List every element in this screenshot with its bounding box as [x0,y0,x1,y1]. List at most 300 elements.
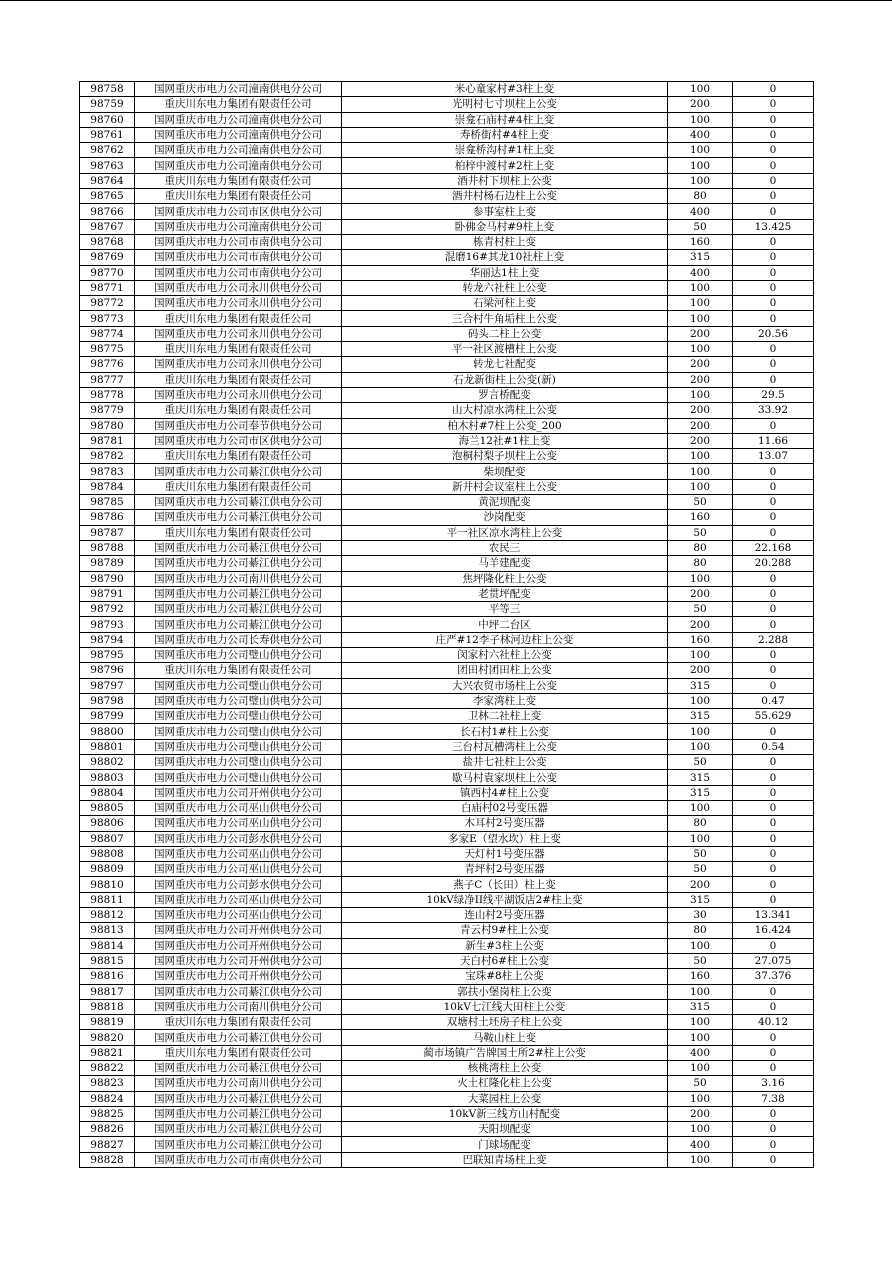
cell-transformer-name: 三合村牛角垢柱上公变 [342,311,668,326]
cell-value: 0 [733,647,814,662]
cell-value: 0 [733,342,814,357]
table-row [80,709,814,724]
cell-id: 98764 [80,173,135,188]
cell-value: 0 [733,296,814,311]
cell-id: 98804 [80,785,135,800]
data-table-body [80,82,814,1168]
cell-company: 国网重庆市电力公司綦江供电分公司 [135,1122,342,1137]
table-row [80,525,814,540]
cell-value: 3.16 [733,1076,814,1091]
cell-capacity: 100 [668,173,733,188]
cell-transformer-name: 门球场配变 [342,1137,668,1152]
cell-value: 0 [733,816,814,831]
cell-company: 国网重庆市电力公司南川供电分公司 [135,999,342,1014]
table-row [80,770,814,785]
table-row [80,632,814,647]
cell-capacity: 160 [668,632,733,647]
cell-company: 国网重庆市电力公司南川供电分公司 [135,571,342,586]
cell-company: 国网重庆市电力公司奉节供电分公司 [135,418,342,433]
cell-id: 98793 [80,617,135,632]
cell-company: 国网重庆市电力公司綦江供电分公司 [135,1106,342,1121]
cell-company: 国网重庆市电力公司市南供电分公司 [135,265,342,280]
cell-id: 98795 [80,647,135,662]
cell-value: 0 [733,1061,814,1076]
cell-company: 国网重庆市电力公司綦江供电分公司 [135,556,342,571]
cell-company: 重庆川东电力集团有限责任公司 [135,479,342,494]
cell-capacity: 100 [668,464,733,479]
table-row [80,495,814,510]
table-row [80,556,814,571]
cell-value: 29.5 [733,387,814,402]
cell-id: 98759 [80,97,135,112]
cell-id: 98811 [80,892,135,907]
table-row [80,204,814,219]
cell-transformer-name: 三台村瓦槽湾柱上公变 [342,739,668,754]
cell-value: 0 [733,800,814,815]
cell-value: 0 [733,265,814,280]
cell-id: 98821 [80,1045,135,1060]
table-row [80,1030,814,1045]
cell-value: 0 [733,479,814,494]
cell-company: 国网重庆市电力公司长寿供电分公司 [135,632,342,647]
cell-transformer-name: 平等三 [342,602,668,617]
cell-id: 98769 [80,250,135,265]
cell-transformer-name: 镇西村4#柱上公变 [342,785,668,800]
cell-value: 0 [733,234,814,249]
cell-value: 0.47 [733,693,814,708]
table-row [80,923,814,938]
table-row [80,418,814,433]
cell-value: 0 [733,127,814,142]
table-row [80,938,814,953]
cell-id: 98794 [80,632,135,647]
cell-value: 0 [733,755,814,770]
cell-value: 0 [733,892,814,907]
cell-capacity: 80 [668,540,733,555]
table-row [80,1015,814,1030]
cell-transformer-name: 新井村会议室柱上公变 [342,479,668,494]
cell-capacity: 50 [668,495,733,510]
cell-value: 0 [733,250,814,265]
cell-id: 98823 [80,1076,135,1091]
table-row [80,372,814,387]
cell-value: 0 [733,999,814,1014]
cell-transformer-name: 老贯坪配变 [342,586,668,601]
cell-value: 0 [733,831,814,846]
cell-capacity: 200 [668,617,733,632]
cell-id: 98828 [80,1152,135,1167]
cell-value: 0 [733,204,814,219]
cell-transformer-name: 平一社区凉水湾柱上公变 [342,525,668,540]
cell-id: 98786 [80,510,135,525]
cell-id: 98780 [80,418,135,433]
cell-value: 0 [733,82,814,97]
cell-transformer-name: 核桃湾柱上公变 [342,1061,668,1076]
cell-id: 98797 [80,678,135,693]
cell-value: 0 [733,173,814,188]
cell-id: 98778 [80,387,135,402]
cell-id: 98774 [80,326,135,341]
cell-company: 国网重庆市电力公司潼南供电分公司 [135,82,342,97]
cell-capacity: 100 [668,571,733,586]
cell-capacity: 80 [668,923,733,938]
cell-company: 国网重庆市电力公司綦江供电分公司 [135,602,342,617]
cell-company: 国网重庆市电力公司市南供电分公司 [135,234,342,249]
cell-transformer-name: 庄严#12李子林河边柱上公变 [342,632,668,647]
cell-transformer-name: 转龙七社配变 [342,357,668,372]
cell-company: 国网重庆市电力公司綦江供电分公司 [135,540,342,555]
cell-capacity: 200 [668,1106,733,1121]
cell-value: 0 [733,1045,814,1060]
cell-transformer-name: 10kV新三线方山村配变 [342,1106,668,1121]
cell-transformer-name: 长石村1#柱上公变 [342,724,668,739]
cell-capacity: 100 [668,831,733,846]
cell-value: 0 [733,678,814,693]
cell-capacity: 100 [668,280,733,295]
cell-transformer-name: 卧佛金马村#9柱上变 [342,219,668,234]
cell-value: 22.168 [733,540,814,555]
cell-capacity: 100 [668,984,733,999]
cell-id: 98775 [80,342,135,357]
cell-id: 98787 [80,525,135,540]
cell-transformer-name: 崇龛石庙村#4柱上变 [342,112,668,127]
cell-capacity: 400 [668,1137,733,1152]
cell-transformer-name: 中坪二台区 [342,617,668,632]
cell-id: 98826 [80,1122,135,1137]
cell-id: 98802 [80,755,135,770]
cell-company: 国网重庆市电力公司巫山供电分公司 [135,816,342,831]
cell-value: 55.629 [733,709,814,724]
cell-value: 0 [733,1106,814,1121]
table-row [80,1152,814,1167]
table-row [80,877,814,892]
cell-capacity: 160 [668,510,733,525]
cell-id: 98798 [80,693,135,708]
cell-capacity: 100 [668,938,733,953]
cell-capacity: 50 [668,862,733,877]
cell-transformer-name: 连山村2号变压器 [342,908,668,923]
table-row [80,280,814,295]
table-row [80,1091,814,1106]
table-row [80,739,814,754]
cell-capacity: 315 [668,770,733,785]
cell-transformer-name: 焦坪隆化柱上公变 [342,571,668,586]
table-row [80,433,814,448]
cell-company: 国网重庆市电力公司永川供电分公司 [135,357,342,372]
cell-capacity: 200 [668,372,733,387]
cell-value: 0 [733,602,814,617]
cell-capacity: 100 [668,158,733,173]
cell-transformer-name: 华丽达1柱上变 [342,265,668,280]
cell-id: 98827 [80,1137,135,1152]
cell-capacity: 100 [668,112,733,127]
cell-company: 重庆川东电力集团有限责任公司 [135,311,342,326]
table-row [80,755,814,770]
cell-company: 国网重庆市电力公司綦江供电分公司 [135,1030,342,1045]
cell-transformer-name: 柏梓中渡村#2柱上变 [342,158,668,173]
table-row [80,250,814,265]
cell-id: 98820 [80,1030,135,1045]
cell-company: 国网重庆市电力公司璧山供电分公司 [135,709,342,724]
cell-company: 重庆川东电力集团有限责任公司 [135,403,342,418]
cell-capacity: 100 [668,1015,733,1030]
cell-transformer-name: 码头二柱上公变 [342,326,668,341]
cell-transformer-name: 双塘村土坯房子柱上公变 [342,1015,668,1030]
cell-id: 98799 [80,709,135,724]
cell-capacity: 100 [668,800,733,815]
table-row [80,173,814,188]
cell-value: 20.56 [733,326,814,341]
cell-transformer-name: 平一社区渡槽柱上公变 [342,342,668,357]
cell-id: 98803 [80,770,135,785]
cell-company: 重庆川东电力集团有限责任公司 [135,372,342,387]
cell-capacity: 100 [668,342,733,357]
cell-capacity: 315 [668,892,733,907]
cell-capacity: 160 [668,969,733,984]
cell-value: 33.92 [733,403,814,418]
cell-id: 98818 [80,999,135,1014]
cell-value: 0 [733,280,814,295]
cell-id: 98771 [80,280,135,295]
cell-capacity: 315 [668,250,733,265]
cell-capacity: 200 [668,663,733,678]
cell-capacity: 200 [668,326,733,341]
cell-transformer-name: 混磨16#其龙10社柱上变 [342,250,668,265]
cell-company: 国网重庆市电力公司开州供电分公司 [135,923,342,938]
cell-company: 重庆川东电力集团有限责任公司 [135,1045,342,1060]
cell-id: 98790 [80,571,135,586]
cell-value: 7.38 [733,1091,814,1106]
table-row [80,449,814,464]
cell-company: 国网重庆市电力公司永川供电分公司 [135,387,342,402]
cell-company: 国网重庆市电力公司市区供电分公司 [135,204,342,219]
cell-transformer-name: 光明村七寸坝柱上公变 [342,97,668,112]
cell-capacity: 50 [668,755,733,770]
cell-company: 国网重庆市电力公司巫山供电分公司 [135,862,342,877]
cell-company: 国网重庆市电力公司永川供电分公司 [135,296,342,311]
cell-company: 国网重庆市电力公司璧山供电分公司 [135,724,342,739]
cell-id: 98822 [80,1061,135,1076]
cell-company: 国网重庆市电力公司市区供电分公司 [135,433,342,448]
cell-id: 98782 [80,449,135,464]
cell-id: 98819 [80,1015,135,1030]
cell-capacity: 100 [668,296,733,311]
cell-transformer-name: 10kV七江线大田柱上公变 [342,999,668,1014]
cell-capacity: 100 [668,739,733,754]
cell-value: 11.66 [733,433,814,448]
cell-company: 国网重庆市电力公司潼南供电分公司 [135,143,342,158]
cell-company: 国网重庆市电力公司綦江供电分公司 [135,1061,342,1076]
cell-transformer-name: 团田村团田柱上公变 [342,663,668,678]
cell-id: 98781 [80,433,135,448]
cell-company: 国网重庆市电力公司南川供电分公司 [135,1076,342,1091]
cell-transformer-name: 天灯村1号变压器 [342,846,668,861]
cell-value: 0 [733,984,814,999]
table-row [80,1137,814,1152]
table-row [80,693,814,708]
cell-value: 0 [733,617,814,632]
cell-company: 重庆川东电力集团有限责任公司 [135,1015,342,1030]
cell-id: 98758 [80,82,135,97]
cell-transformer-name: 酒井村杨石边柱上公变 [342,189,668,204]
table-row [80,82,814,97]
cell-capacity: 50 [668,602,733,617]
cell-capacity: 200 [668,97,733,112]
cell-value: 0 [733,311,814,326]
cell-id: 98825 [80,1106,135,1121]
cell-company: 国网重庆市电力公司璧山供电分公司 [135,693,342,708]
cell-company: 国网重庆市电力公司璧山供电分公司 [135,739,342,754]
table-row [80,586,814,601]
cell-value: 0 [733,112,814,127]
cell-capacity: 100 [668,647,733,662]
table-row [80,785,814,800]
cell-id: 98768 [80,234,135,249]
table-row [80,984,814,999]
cell-capacity: 100 [668,387,733,402]
table-row [80,999,814,1014]
cell-value: 0 [733,770,814,785]
cell-capacity: 400 [668,265,733,280]
table-row [80,602,814,617]
cell-company: 国网重庆市电力公司潼南供电分公司 [135,112,342,127]
cell-company: 重庆川东电力集团有限责任公司 [135,173,342,188]
cell-company: 国网重庆市电力公司璧山供电分公司 [135,755,342,770]
cell-company: 国网重庆市电力公司开州供电分公司 [135,953,342,968]
table-row [80,143,814,158]
cell-company: 国网重庆市电力公司綦江供电分公司 [135,1091,342,1106]
table-row [80,816,814,831]
table-row [80,862,814,877]
cell-id: 98765 [80,189,135,204]
cell-value: 0 [733,785,814,800]
cell-capacity: 100 [668,143,733,158]
cell-company: 国网重庆市电力公司市南供电分公司 [135,250,342,265]
cell-transformer-name: 青坪村2号变压器 [342,862,668,877]
table-row [80,296,814,311]
cell-id: 98815 [80,953,135,968]
cell-value: 0 [733,1030,814,1045]
table-row [80,219,814,234]
table-row [80,112,814,127]
cell-transformer-name: 栋青村柱上变 [342,234,668,249]
cell-transformer-name: 燕子C（长田）柱上变 [342,877,668,892]
cell-transformer-name: 柏木村#7柱上公变_200 [342,418,668,433]
cell-transformer-name: 白庙村02号变压器 [342,800,668,815]
cell-transformer-name: 酒井村下坝柱上公变 [342,173,668,188]
table-row [80,1061,814,1076]
cell-capacity: 315 [668,999,733,1014]
cell-value: 0 [733,586,814,601]
cell-value: 0 [733,372,814,387]
cell-transformer-name: 石龙新街柱上公变(新) [342,372,668,387]
cell-id: 98777 [80,372,135,387]
cell-value: 0 [733,97,814,112]
cell-transformer-name: 新生#3柱上公变 [342,938,668,953]
cell-capacity: 200 [668,586,733,601]
cell-capacity: 100 [668,724,733,739]
table-row [80,571,814,586]
cell-id: 98813 [80,923,135,938]
cell-id: 98762 [80,143,135,158]
cell-transformer-name: 海兰12社#1柱上变 [342,433,668,448]
table-row [80,342,814,357]
cell-id: 98814 [80,938,135,953]
cell-value: 0.54 [733,739,814,754]
cell-capacity: 80 [668,816,733,831]
cell-transformer-name: 参事室柱上变 [342,204,668,219]
table-row [80,189,814,204]
cell-capacity: 400 [668,127,733,142]
cell-capacity: 100 [668,311,733,326]
cell-value: 0 [733,663,814,678]
table-row [80,1122,814,1137]
cell-transformer-name: 寿桥街村#4柱上变 [342,127,668,142]
cell-transformer-name: 大兴农贸市场柱上公变 [342,678,668,693]
cell-id: 98779 [80,403,135,418]
table-row [80,387,814,402]
cell-company: 重庆川东电力集团有限责任公司 [135,449,342,464]
cell-transformer-name: 木耳村2号变压器 [342,816,668,831]
cell-id: 98810 [80,877,135,892]
table-row [80,265,814,280]
cell-company: 国网重庆市电力公司潼南供电分公司 [135,127,342,142]
table-row [80,969,814,984]
cell-value: 0 [733,862,814,877]
cell-id: 98808 [80,846,135,861]
table-row [80,158,814,173]
cell-value: 0 [733,495,814,510]
cell-capacity: 100 [668,82,733,97]
cell-capacity: 100 [668,693,733,708]
cell-capacity: 100 [668,449,733,464]
cell-transformer-name: 卫林二社柱上变 [342,709,668,724]
cell-value: 27.075 [733,953,814,968]
cell-id: 98785 [80,495,135,510]
cell-value: 0 [733,418,814,433]
cell-capacity: 100 [668,1030,733,1045]
cell-transformer-name: 米心童家村#3柱上变 [342,82,668,97]
cell-capacity: 315 [668,785,733,800]
table-row [80,326,814,341]
table-row [80,234,814,249]
cell-capacity: 400 [668,204,733,219]
table-row [80,846,814,861]
cell-company: 国网重庆市电力公司彭水供电分公司 [135,831,342,846]
cell-company: 国网重庆市电力公司永川供电分公司 [135,280,342,295]
cell-id: 98763 [80,158,135,173]
cell-value: 0 [733,464,814,479]
cell-id: 98791 [80,586,135,601]
cell-capacity: 315 [668,709,733,724]
cell-transformer-name: 天阳坝配变 [342,1122,668,1137]
cell-value: 13.341 [733,908,814,923]
cell-transformer-name: 10kV绿净II线平湖饭店2#柱上变 [342,892,668,907]
cell-company: 重庆川东电力集团有限责任公司 [135,97,342,112]
cell-company: 国网重庆市电力公司巫山供电分公司 [135,908,342,923]
cell-company: 国网重庆市电力公司巫山供电分公司 [135,892,342,907]
cell-capacity: 200 [668,418,733,433]
cell-capacity: 30 [668,908,733,923]
cell-value: 0 [733,143,814,158]
page-top-rule [0,0,892,1]
cell-value: 2.288 [733,632,814,647]
cell-company: 重庆川东电力集团有限责任公司 [135,189,342,204]
table-row [80,647,814,662]
cell-capacity: 200 [668,877,733,892]
cell-capacity: 315 [668,678,733,693]
cell-capacity: 100 [668,1152,733,1167]
